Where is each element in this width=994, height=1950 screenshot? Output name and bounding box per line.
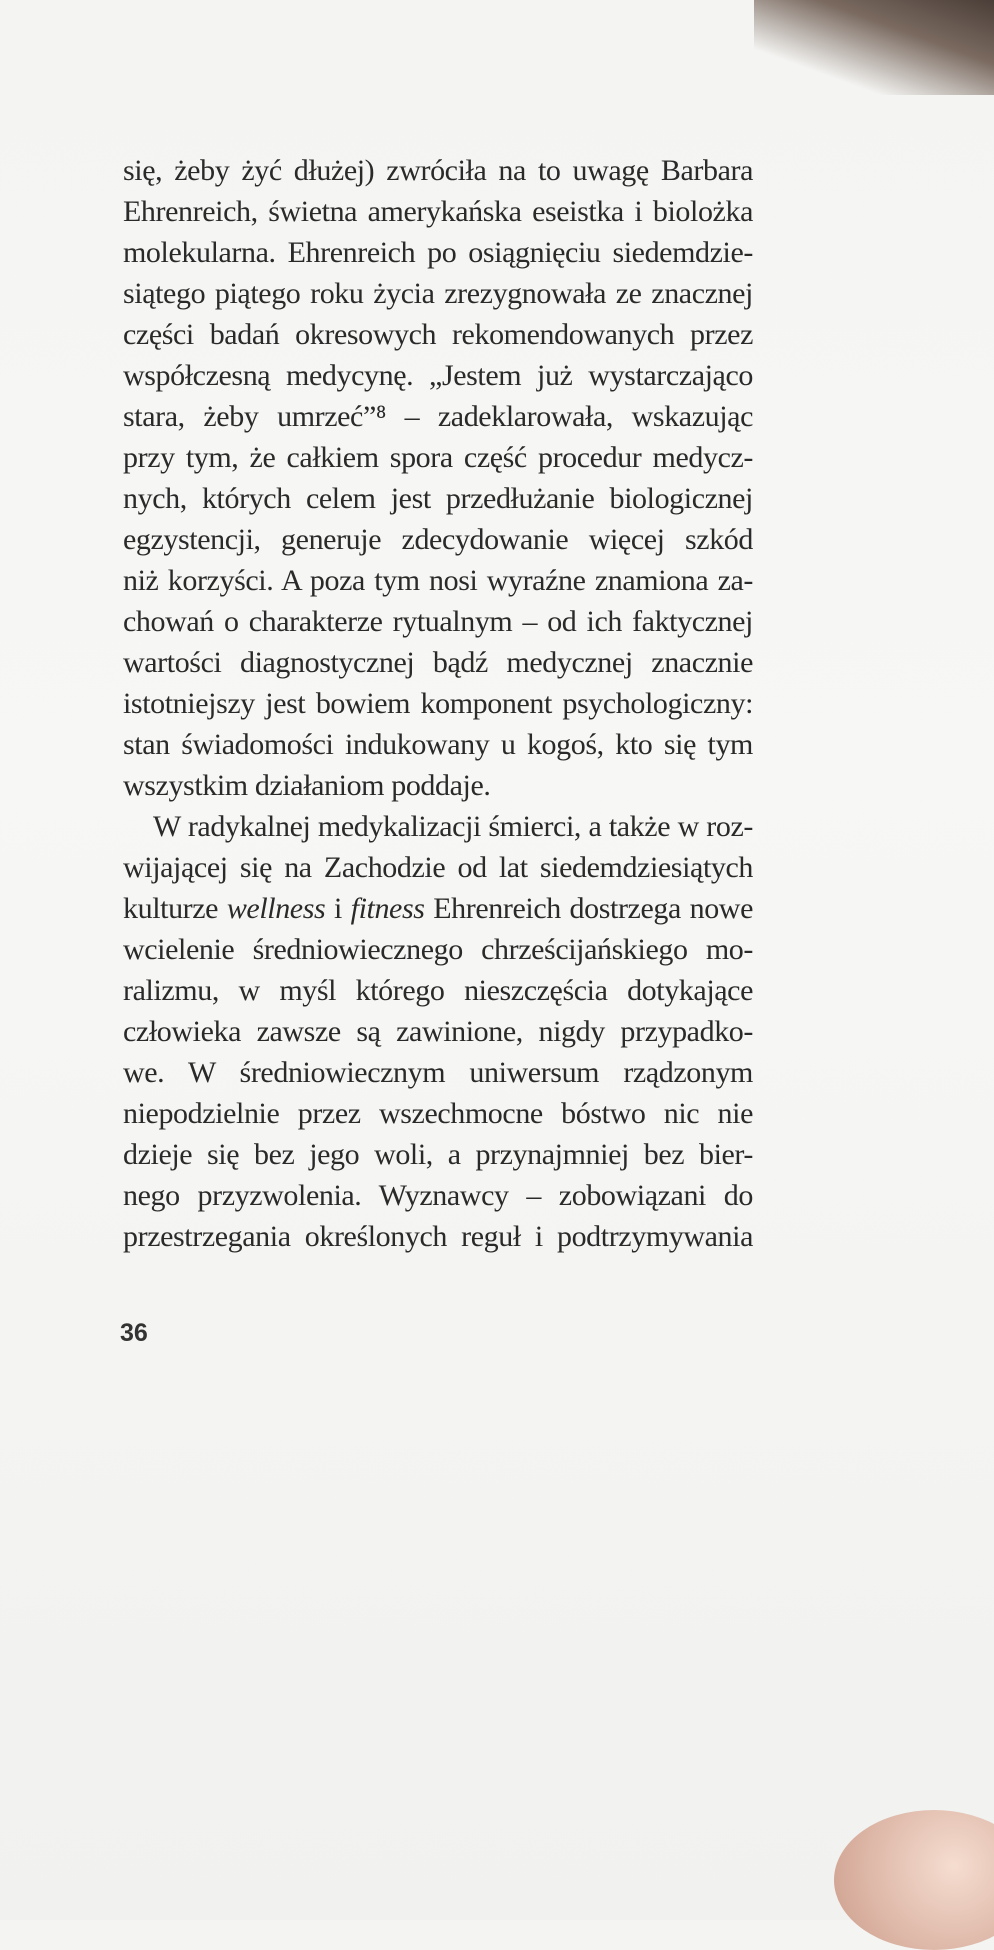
text-line	[123, 888, 753, 929]
text-line: człowieka zawsze są zawinione, nigdy przypadko-	[123, 1015, 753, 1048]
text-line: się, żeby żyć dłużej) zwróciła na to uwagę Barbara	[123, 154, 753, 187]
text-line: dzieje się bez jego woli, a przynajmniej bez bier-	[123, 1138, 753, 1171]
text-line: we. W średniowiecznym uniwersum rządzonym	[123, 1056, 753, 1089]
text-line: Ehrenreich, świetna amerykańska eseistka i biolożka	[123, 195, 753, 228]
thumb	[834, 1810, 994, 1950]
background-corner	[754, 0, 994, 95]
text-line: wszystkim działaniom poddaje.	[123, 769, 491, 802]
text-line: części badań okresowych rekomendowanych przez	[123, 318, 753, 351]
text-line: egzystencji, generuje zdecydowanie więcej szkód	[123, 523, 753, 556]
italic-term: fitness	[350, 892, 425, 925]
text-line: stara, żeby umrzeć”⁸ – zadeklarowała, wskazując	[123, 400, 753, 433]
text-line: niż korzyści. A poza tym nosi wyraźne znamiona za-	[123, 564, 753, 597]
text-line: niepodzielnie przez wszechmocne bóstwo nic nie	[123, 1097, 753, 1130]
text-line: nych, których celem jest przedłużanie biologicznej	[123, 482, 753, 515]
text-line: stan świadomości indukowany u kogoś, kto się tym	[123, 728, 753, 761]
text-line: chowań o charakterze rytualnym – od ich faktycznej	[123, 605, 753, 638]
text-line: siątego piątego roku życia zrezygnowała ze znacznej	[123, 277, 753, 310]
text-line: współczesną medycynę. „Jestem już wystarczająco	[123, 359, 753, 392]
text-line: istotniejszy jest bowiem komponent psychologiczny:	[123, 687, 753, 720]
text-line: nego przyzwolenia. Wyznawcy – zobowiązani do	[123, 1179, 753, 1212]
text-segment: Ehrenreich dostrzega nowe	[424, 892, 753, 925]
text-segment: kulturze	[123, 892, 227, 925]
text-line: przy tym, że całkiem spora część procedur medycz-	[123, 441, 753, 474]
italic-term: wellness	[226, 892, 326, 925]
text-line: ralizmu, w myśl którego nieszczęścia dotykające	[123, 974, 753, 1007]
text-segment: i	[325, 892, 351, 925]
text-line: molekularna. Ehrenreich po osiągnięciu siedemdzie-	[123, 236, 753, 269]
page-number: 36	[120, 1319, 148, 1347]
text-line: wartości diagnostycznej bądź medycznej znacznie	[123, 646, 753, 679]
text-line: wijającej się na Zachodzie od lat siedemdziesiątych	[123, 851, 753, 884]
book-text	[123, 150, 753, 1257]
text-line: przestrzegania określonych reguł i podtrzymywania	[123, 1220, 753, 1253]
text-line: W radykalnej medykalizacji śmierci, a także w roz-	[153, 810, 753, 843]
text-line: wcielenie średniowiecznego chrześcijańskiego mo-	[123, 933, 753, 966]
